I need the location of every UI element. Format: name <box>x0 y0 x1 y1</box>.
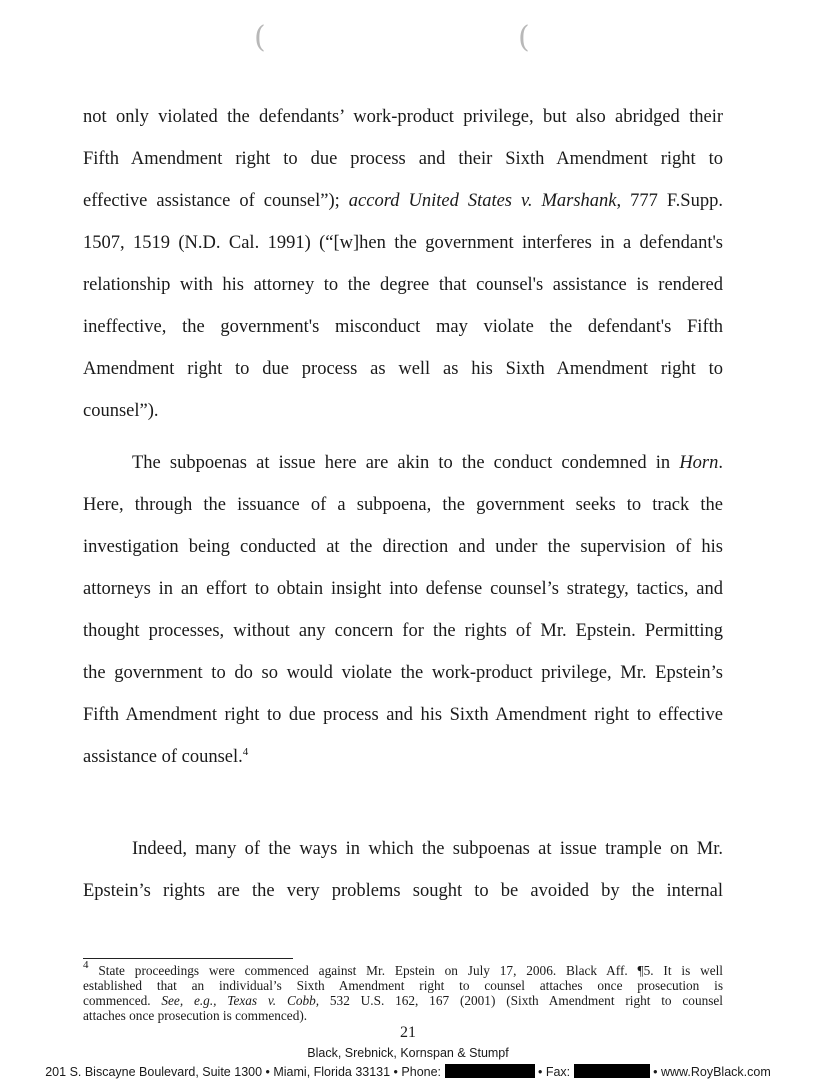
footnote-line <box>83 993 723 1008</box>
text-line: investigation being conducted at the direction and under the supervision of his <box>83 537 723 557</box>
text-fragment: commenced. <box>83 993 162 1008</box>
redacted-phone <box>445 1064 535 1078</box>
website-link[interactable]: • www.RoyBlack.com <box>653 1065 771 1079</box>
text-line: Here, through the issuance of a subpoena, the government seeks to track the <box>83 495 723 515</box>
case-citation: See, e.g., Texas v. Cobb, <box>161 993 320 1008</box>
text-line: 1507, 1519 (N.D. Cal. 1991) (“[w]hen the government interferes in a defendant's <box>83 233 723 253</box>
text-line <box>83 188 723 216</box>
text-line: counsel”). <box>83 401 159 421</box>
scan-mark: ( <box>254 20 266 55</box>
redacted-fax <box>574 1064 650 1078</box>
text-line: Indeed, many of the ways in which the subpoenas at issue trample on Mr. <box>132 839 723 859</box>
text-fragment: State proceedings were commenced against Mr. Epstein on July 17, 2006. Black Aff. ¶5. It is well <box>98 963 723 978</box>
text-line: the government to do so would violate the work-product privilege, Mr. Epstein’s <box>83 663 723 683</box>
firm-name: Black, Srebnick, Kornspan & Stumpf <box>307 1046 509 1060</box>
text-line: attorneys in an effort to obtain insight into defense counsel’s strategy, tactics, and <box>83 579 723 599</box>
text-line <box>83 744 248 772</box>
address-text: 201 S. Biscayne Boulevard, Suite 1300 • Miami, Florida 33131 • Phone: <box>45 1065 442 1079</box>
text-line: not only violated the defendants’ work-product privilege, but also abridged their <box>83 107 723 127</box>
fax-label: • Fax: <box>538 1065 571 1079</box>
text-line: Fifth Amendment right to due process and his Sixth Amendment right to effective <box>83 705 723 725</box>
scan-mark: ( <box>518 20 530 55</box>
text-fragment: effective assistance of counsel”); <box>83 191 349 211</box>
footnote-number: 4 <box>83 959 89 971</box>
text-line: Fifth Amendment right to due process and their Sixth Amendment right to <box>83 149 723 169</box>
firm-address-line <box>0 1064 816 1079</box>
footnote-line <box>83 959 723 978</box>
text-fragment: The subpoenas at issue here are akin to the conduct condemned in <box>132 453 680 473</box>
page-number: 21 <box>400 1024 416 1041</box>
text-line <box>132 450 723 478</box>
case-citation: Horn <box>679 453 719 473</box>
footnote-divider <box>83 958 293 959</box>
text-line: Epstein’s rights are the very problems sought to be avoided by the internal <box>83 881 723 901</box>
text-line: ineffective, the government's misconduct may violate the defendant's Fifth <box>83 317 723 337</box>
text-fragment: . <box>718 453 723 473</box>
case-citation: accord United States v. Marshank <box>348 191 617 211</box>
footnote-line: established that an individual’s Sixth Amendment right to counsel attaches once prosecution is <box>83 978 723 993</box>
text-line: relationship with his attorney to the degree that counsel's assistance is rendered <box>83 275 723 295</box>
text-fragment: assistance of counsel. <box>83 747 243 767</box>
text-line: Amendment right to due process as well as his Sixth Amendment right to <box>83 359 723 379</box>
footnote-line: attaches once prosecution is commenced). <box>83 1008 308 1023</box>
text-fragment: , 777 F.Supp. <box>616 191 723 211</box>
text-line: thought processes, without any concern for the rights of Mr. Epstein. Permitting <box>83 621 723 641</box>
footnote-reference[interactable]: 4 <box>242 746 249 758</box>
text-fragment: 532 U.S. 162, 167 (2001) (Sixth Amendment right to counsel <box>319 993 724 1008</box>
